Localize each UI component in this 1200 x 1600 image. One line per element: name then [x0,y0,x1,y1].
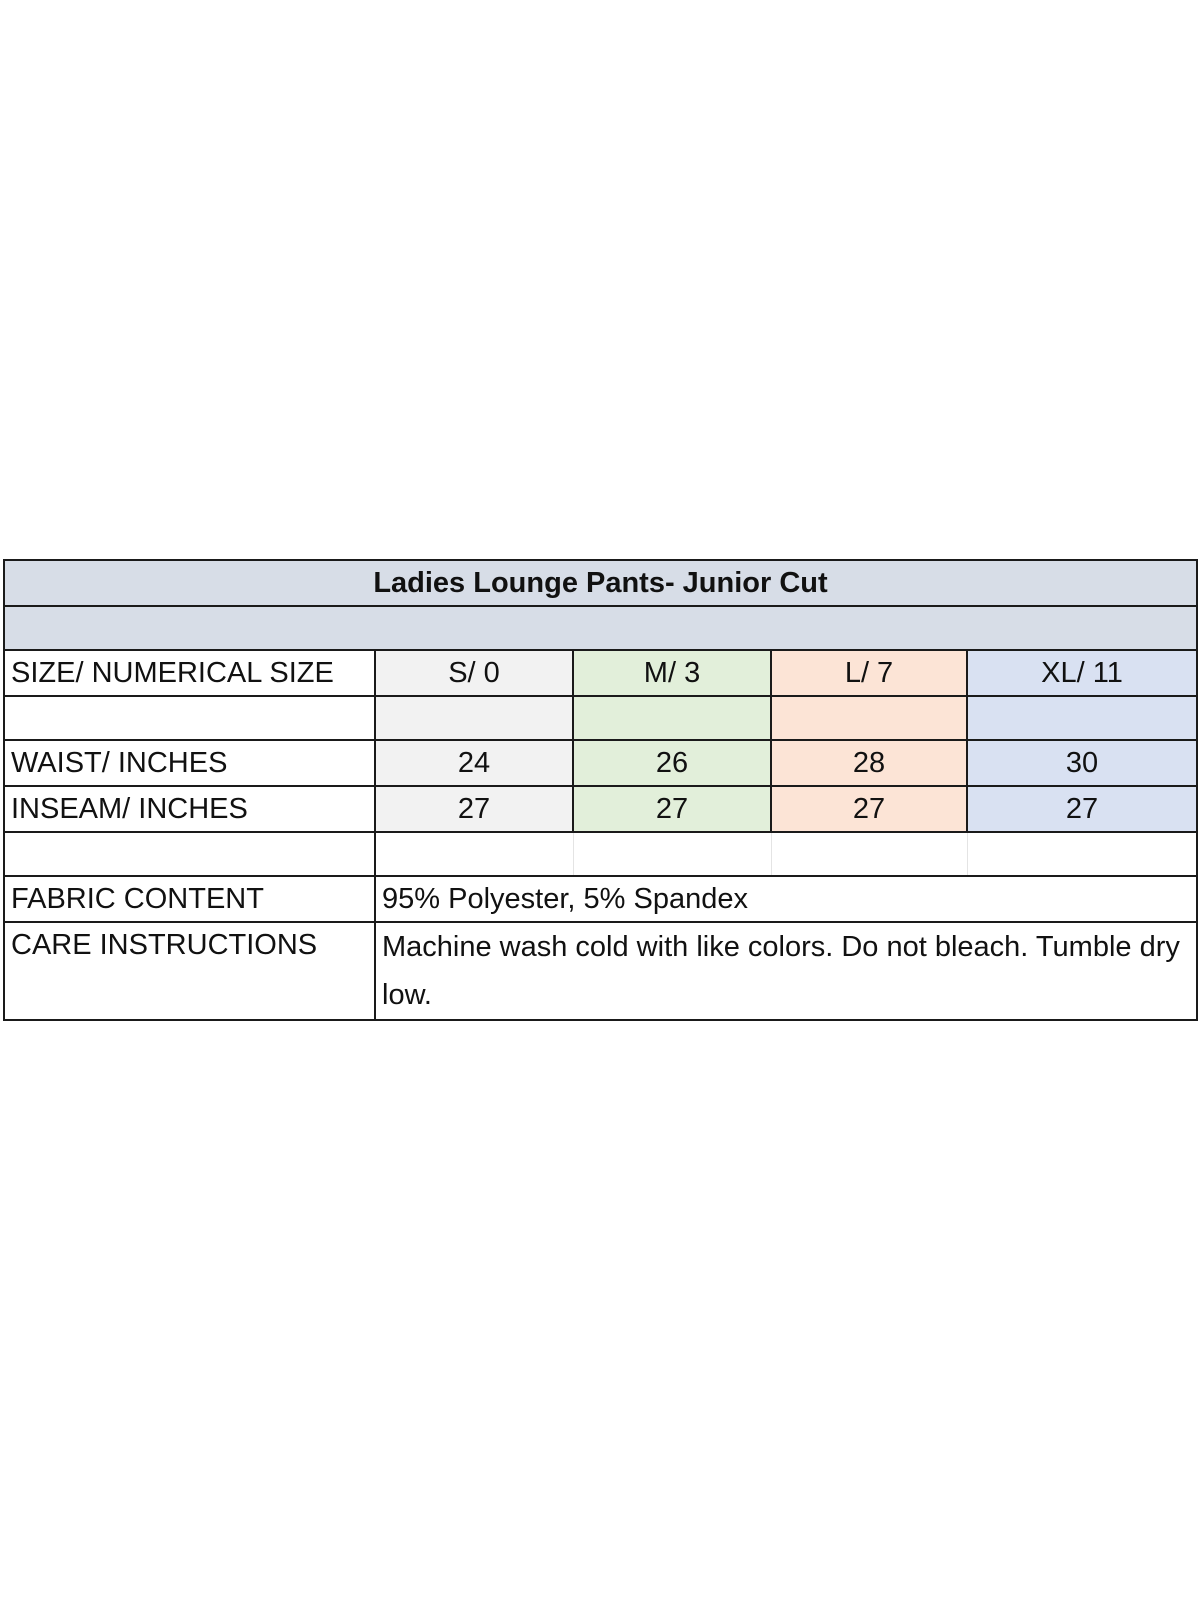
inseam-s-cell: 27 [375,786,573,832]
inseam-label: INSEAM/ INCHES [4,786,375,832]
size-row [4,650,1197,696]
waist-label: WAIST/ INCHES [4,740,375,786]
waist-l-cell: 28 [771,740,967,786]
size-chart-table [3,559,1198,1021]
blank-s-cell [375,832,573,876]
blank-row [4,832,1197,876]
waist-row [4,740,1197,786]
inseam-xl-cell: 27 [967,786,1197,832]
care-value: Machine wash cold with like colors. Do not bleach. Tumble dry low. [375,922,1197,1020]
blank-l-cell [771,832,967,876]
subtitle-row [4,606,1197,650]
size-label: SIZE/ NUMERICAL SIZE [4,650,375,696]
blank-m-cell [573,832,771,876]
fabric-label: FABRIC CONTENT [4,876,375,922]
subtitle-blank-cell [4,606,1197,650]
waist-xl-cell: 30 [967,740,1197,786]
blank-xl-cell [967,832,1197,876]
inseam-m-cell: 27 [573,786,771,832]
waist-s-cell: 24 [375,740,573,786]
waist-m-cell: 26 [573,740,771,786]
size-m-cell: M/ 3 [573,650,771,696]
size-s-cell: S/ 0 [375,650,573,696]
spacer-row [4,696,1197,740]
inseam-row [4,786,1197,832]
spacer-xl-cell [967,696,1197,740]
spacer-l-cell [771,696,967,740]
fabric-row [4,876,1197,922]
inseam-l-cell: 27 [771,786,967,832]
blank-label-cell [4,832,375,876]
table-title: Ladies Lounge Pants- Junior Cut [4,560,1197,606]
title-row [4,560,1197,606]
care-row [4,922,1197,1020]
size-xl-cell: XL/ 11 [967,650,1197,696]
spacer-label-cell [4,696,375,740]
care-label: CARE INSTRUCTIONS [4,922,375,1020]
spacer-m-cell [573,696,771,740]
spacer-s-cell [375,696,573,740]
fabric-value: 95% Polyester, 5% Spandex [375,876,1197,922]
size-l-cell: L/ 7 [771,650,967,696]
